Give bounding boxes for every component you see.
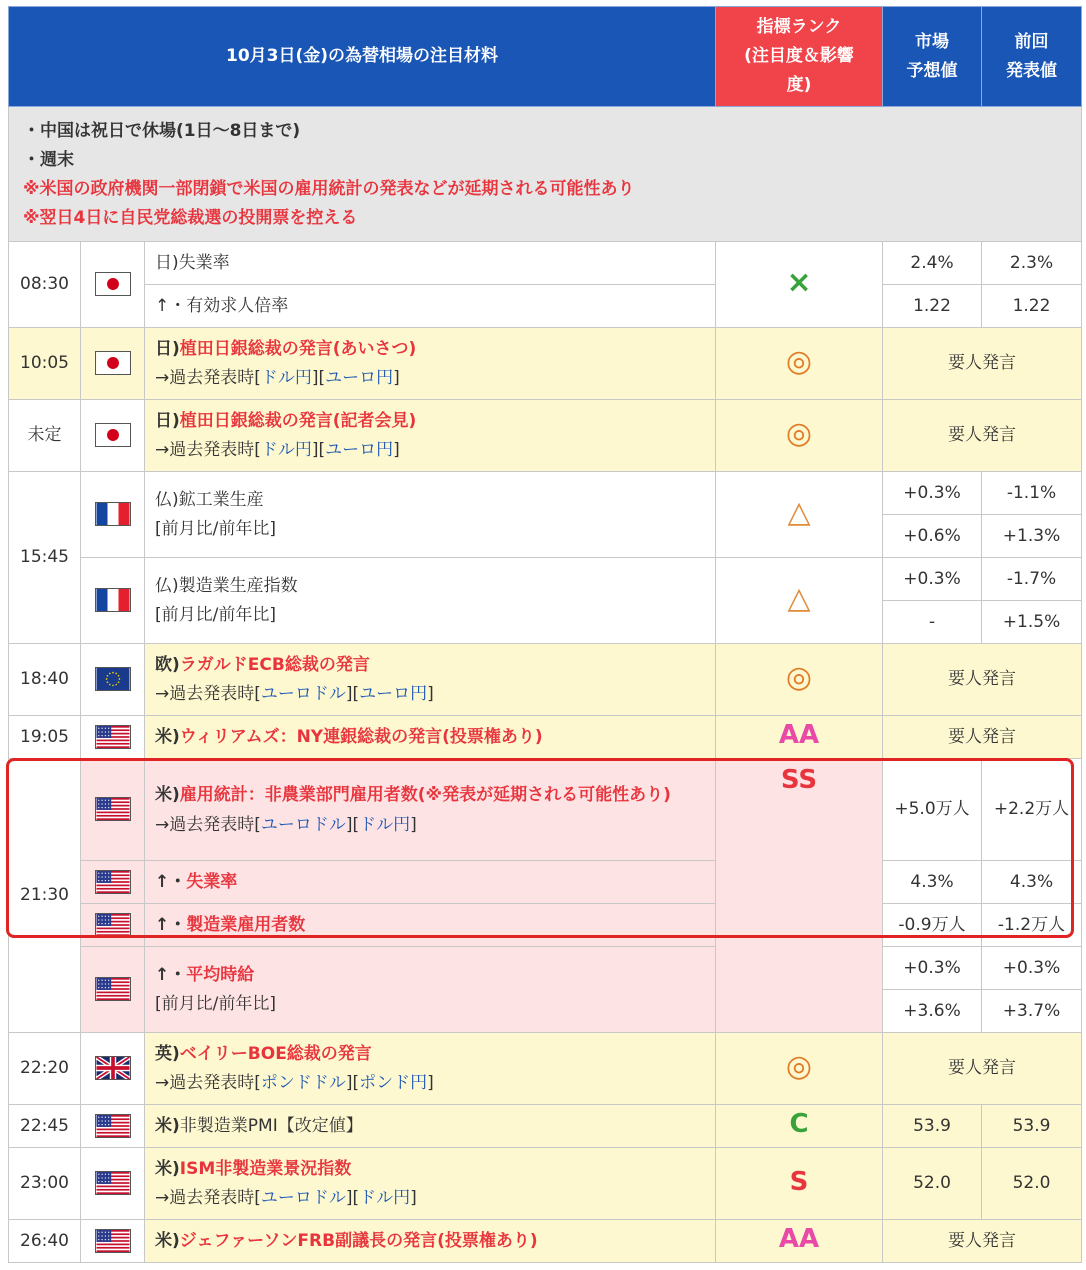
note-ldp-election: ※翌日4日に自民党総裁選の投開票を控える [23, 208, 358, 228]
forecast-value: 4.3% [883, 861, 982, 904]
link-eurusd[interactable]: ユーロドル [260, 1187, 346, 1208]
uk-flag-icon [81, 1033, 145, 1105]
event-name: ↑・平均時給 [前月比/前年比] [145, 947, 716, 1033]
table-row [9, 1148, 1082, 1220]
table-row [9, 328, 1082, 400]
table-row [9, 558, 1082, 601]
event-name: 米)ウィリアムズ：NY連銀総裁の発言(投票権あり) [145, 716, 716, 759]
previous-value: +1.3% [982, 515, 1082, 558]
event-name: 仏)鉱工業生産 [前月比/前年比] [145, 472, 716, 558]
link-usdjpy[interactable]: ドル円 [359, 1187, 411, 1208]
forecast-value: +5.0万人 [883, 759, 982, 861]
us-flag-icon [81, 1220, 145, 1263]
us-flag-icon [81, 861, 145, 904]
table-row [9, 861, 1082, 904]
event-time: 未定 [9, 400, 81, 472]
speech-label: 要人発言 [883, 328, 1082, 400]
event-name: 日)植田日銀総裁の発言(あいさつ) →過去発表時[ドル円][ユーロ円] [145, 328, 716, 400]
calendar-title: 10月3日(金)の為替相場の注目材料 [9, 7, 716, 107]
us-flag-icon [81, 1148, 145, 1220]
previous-value: 4.3% [982, 861, 1082, 904]
previous-value: -1.1% [982, 472, 1082, 515]
forecast-value: 52.0 [883, 1148, 982, 1220]
previous-value: +3.7% [982, 990, 1082, 1033]
event-time: 15:45 [9, 472, 81, 644]
link-gbpjpy[interactable]: ポンド円 [359, 1072, 428, 1093]
link-gbpusd[interactable]: ポンドドル [260, 1072, 346, 1093]
previous-value: +0.3% [982, 947, 1082, 990]
us-flag-icon [81, 759, 145, 861]
us-flag-icon [81, 1105, 145, 1148]
link-eurusd[interactable]: ユーロドル [260, 683, 346, 704]
previous-value: -1.7% [982, 558, 1082, 601]
event-time: 22:20 [9, 1033, 81, 1105]
forecast-value: 53.9 [883, 1105, 982, 1148]
event-name: 米)非製造業PMI【改定値】 [145, 1105, 716, 1148]
previous-value: +2.2万人 [982, 759, 1082, 861]
japan-flag-icon [81, 242, 145, 328]
table-row [9, 947, 1082, 990]
france-flag-icon [81, 558, 145, 644]
rank-double-circle: ◎ [716, 400, 883, 472]
forecast-value: 2.4% [883, 242, 982, 285]
forecast-header: 市場 予想値 [883, 7, 982, 107]
notes-cell [9, 107, 1082, 242]
previous-header: 前回 発表値 [982, 7, 1082, 107]
event-name: 英)ベイリーBOE総裁の発言 →過去発表時[ポンドドル][ポンド円] [145, 1033, 716, 1105]
event-time: 21:30 [9, 759, 81, 1033]
table-row [9, 904, 1082, 947]
table-row [9, 472, 1082, 515]
table-row [9, 242, 1082, 285]
table-row [9, 1220, 1082, 1263]
forecast-value: -0.9万人 [883, 904, 982, 947]
link-eurjpy[interactable]: ユーロ円 [325, 367, 394, 388]
rank-c: C [716, 1105, 883, 1148]
event-name: ↑・失業率 [145, 861, 716, 904]
note-weekend: ・週末 [23, 150, 74, 170]
event-name: ↑・有効求人倍率 [145, 285, 716, 328]
notes-row [9, 107, 1082, 242]
event-name: 欧)ラガルドECB総裁の発言 →過去発表時[ユーロドル][ユーロ円] [145, 644, 716, 716]
event-name: 米)雇用統計：非農業部門雇用者数(※発表が延期される可能性あり) →過去発表時[ユーロドル][ドル円] [145, 759, 716, 861]
forecast-value: +0.3% [883, 558, 982, 601]
speech-label: 要人発言 [883, 716, 1082, 759]
rank-aa: AA [716, 1220, 883, 1263]
link-eurusd[interactable]: ユーロドル [260, 814, 346, 835]
event-name: ↑・製造業雇用者数 [145, 904, 716, 947]
rank-ss: SS [716, 759, 883, 1033]
rank-double-circle: ◎ [716, 1033, 883, 1105]
forecast-value: +0.3% [883, 947, 982, 990]
event-time: 22:45 [9, 1105, 81, 1148]
france-flag-icon [81, 472, 145, 558]
previous-value: 52.0 [982, 1148, 1082, 1220]
japan-flag-icon [81, 328, 145, 400]
previous-value: 53.9 [982, 1105, 1082, 1148]
event-time: 18:40 [9, 644, 81, 716]
event-time: 08:30 [9, 242, 81, 328]
link-eurjpy[interactable]: ユーロ円 [359, 683, 428, 704]
speech-label: 要人発言 [883, 1033, 1082, 1105]
us-flag-icon [81, 716, 145, 759]
forecast-value: - [883, 601, 982, 644]
event-time: 10:05 [9, 328, 81, 400]
event-name: 日)植田日銀総裁の発言(記者会見) →過去発表時[ドル円][ユーロ円] [145, 400, 716, 472]
rank-triangle: △ [716, 472, 883, 558]
note-holiday: ・中国は祝日で休場(1日～8日まで) [23, 121, 301, 141]
link-eurjpy[interactable]: ユーロ円 [325, 439, 394, 460]
table-row [9, 1105, 1082, 1148]
rank-triangle: △ [716, 558, 883, 644]
eu-flag-icon [81, 644, 145, 716]
header-row [9, 7, 1082, 107]
table-row [9, 400, 1082, 472]
table-row [9, 285, 1082, 328]
forecast-value: +0.3% [883, 472, 982, 515]
link-usdjpy[interactable]: ドル円 [260, 367, 312, 388]
link-usdjpy[interactable]: ドル円 [260, 439, 312, 460]
rank-cross: × [716, 242, 883, 328]
rank-header: 指標ランク (注目度＆影響 度) [716, 7, 883, 107]
us-flag-icon [81, 904, 145, 947]
table-row [9, 1033, 1082, 1105]
speech-label: 要人発言 [883, 644, 1082, 716]
previous-value: -1.2万人 [982, 904, 1082, 947]
rank-double-circle: ◎ [716, 328, 883, 400]
economic-calendar-table [8, 6, 1082, 1263]
japan-flag-icon [81, 400, 145, 472]
link-usdjpy[interactable]: ドル円 [359, 814, 411, 835]
event-name: 日)失業率 [145, 242, 716, 285]
forecast-value: +0.6% [883, 515, 982, 558]
table-row [9, 759, 1082, 861]
us-flag-icon [81, 947, 145, 1033]
rank-double-circle: ◎ [716, 644, 883, 716]
rank-aa: AA [716, 716, 883, 759]
rank-s: S [716, 1148, 883, 1220]
event-name: 仏)製造業生産指数 [前月比/前年比] [145, 558, 716, 644]
speech-label: 要人発言 [883, 1220, 1082, 1263]
speech-label: 要人発言 [883, 400, 1082, 472]
event-time: 26:40 [9, 1220, 81, 1263]
forecast-value: +3.6% [883, 990, 982, 1033]
forecast-value: 1.22 [883, 285, 982, 328]
table-row [9, 716, 1082, 759]
previous-value: 1.22 [982, 285, 1082, 328]
event-name: 米)ISM非製造業景況指数 →過去発表時[ユーロドル][ドル円] [145, 1148, 716, 1220]
previous-value: 2.3% [982, 242, 1082, 285]
event-time: 23:00 [9, 1148, 81, 1220]
previous-value: +1.5% [982, 601, 1082, 644]
table-row [9, 644, 1082, 716]
event-name: 米)ジェファーソンFRB副議長の発言(投票権あり) [145, 1220, 716, 1263]
event-time: 19:05 [9, 716, 81, 759]
note-shutdown: ※米国の政府機関一部閉鎖で米国の雇用統計の発表などが延期される可能性あり [23, 179, 635, 199]
